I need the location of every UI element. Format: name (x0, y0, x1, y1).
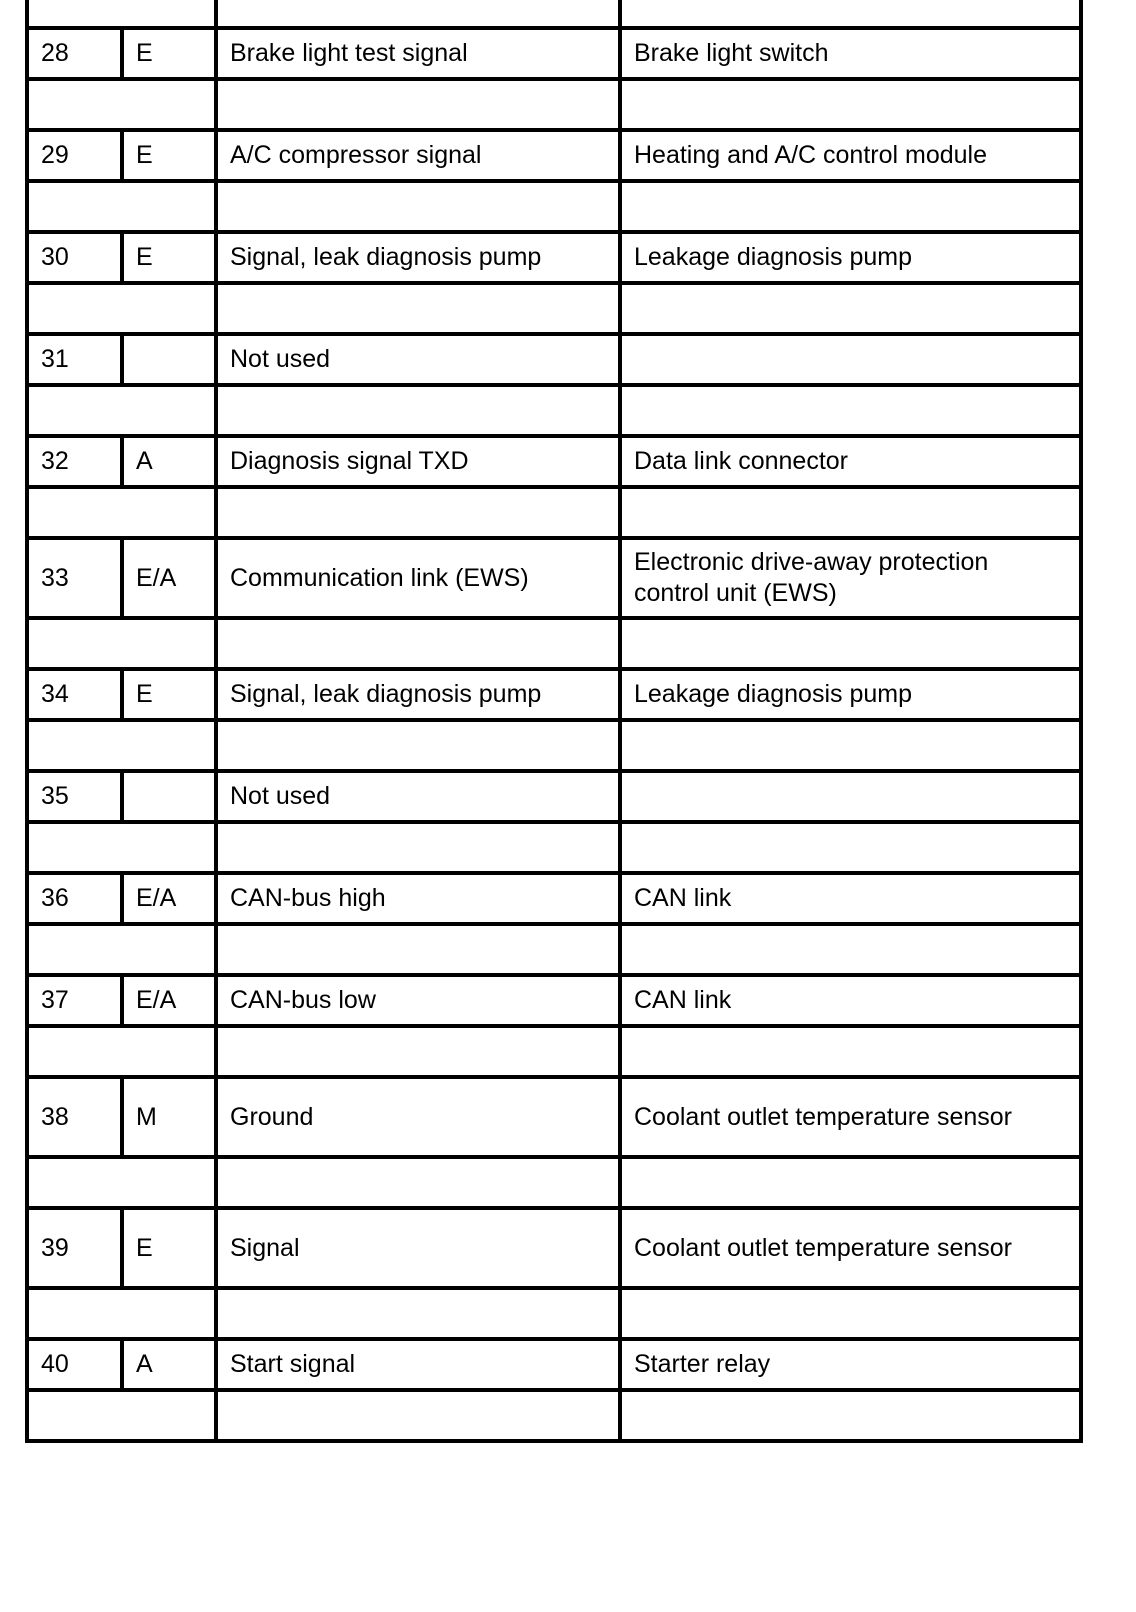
signal-type: E (136, 141, 153, 169)
spacer-cell (216, 0, 620, 28)
spacer-cell (216, 487, 620, 538)
table-row (27, 538, 1081, 618)
function-cell (216, 975, 620, 1026)
table-row (27, 1077, 1081, 1157)
pin-number: 37 (41, 986, 69, 1014)
connection-text: CAN link (634, 986, 732, 1014)
pin-number: 34 (41, 680, 69, 708)
function-text: Signal (230, 1233, 300, 1262)
spacer-cell (27, 1288, 216, 1339)
pin-number: 39 (41, 1233, 69, 1262)
spacer-cell (216, 1288, 620, 1339)
signal-type-cell (122, 334, 216, 385)
spacer-row (27, 283, 1081, 334)
signal-type-cell (122, 975, 216, 1026)
function-cell (216, 1339, 620, 1390)
spacer-cell (27, 1390, 216, 1441)
spacer-cell (620, 720, 1081, 771)
spacer-row (27, 1390, 1081, 1441)
table-row (27, 436, 1081, 487)
pin-number-cell (27, 130, 122, 181)
spacer-cell (620, 924, 1081, 975)
spacer-cell (27, 283, 216, 334)
spacer-row (27, 618, 1081, 669)
spacer-cell (27, 618, 216, 669)
spacer-cell (620, 283, 1081, 334)
connection-cell (620, 232, 1081, 283)
table-row (27, 130, 1081, 181)
spacer-cell (216, 1026, 620, 1077)
spacer-row (27, 1288, 1081, 1339)
pin-number: 28 (41, 39, 69, 67)
function-text: Diagnosis signal TXD (230, 447, 469, 475)
signal-type-cell (122, 1339, 216, 1390)
function-text: CAN-bus high (230, 884, 386, 912)
spacer-cell (216, 283, 620, 334)
connection-cell (620, 436, 1081, 487)
spacer-cell (27, 1157, 216, 1208)
function-text: A/C compressor signal (230, 141, 482, 169)
pin-number-cell (27, 1339, 122, 1390)
spacer-cell (216, 79, 620, 130)
table-row (27, 975, 1081, 1026)
spacer-cell (216, 822, 620, 873)
connection-cell (620, 771, 1081, 822)
table-row (27, 873, 1081, 924)
spacer-cell (620, 487, 1081, 538)
pin-number-cell (27, 669, 122, 720)
function-text: Communication link (EWS) (230, 563, 529, 592)
pin-number-cell (27, 1077, 122, 1157)
function-cell (216, 436, 620, 487)
connection-text: Coolant outlet temperature sensor (634, 1233, 1012, 1262)
table-row (27, 771, 1081, 822)
spacer-row (27, 1157, 1081, 1208)
connection-text: CAN link (634, 884, 732, 912)
table-row (27, 232, 1081, 283)
connection-text: Coolant outlet temperature sensor (634, 1102, 1012, 1131)
pin-number-cell (27, 538, 122, 618)
spacer-cell (620, 1390, 1081, 1441)
spacer-cell (216, 1157, 620, 1208)
pin-number: 33 (41, 563, 69, 592)
connection-cell (620, 1208, 1081, 1288)
function-text: Ground (230, 1102, 314, 1131)
spacer-cell (620, 1026, 1081, 1077)
pin-number-cell (27, 28, 122, 79)
function-cell (216, 232, 620, 283)
table-row (27, 334, 1081, 385)
signal-type-cell (122, 436, 216, 487)
spacer-cell (620, 385, 1081, 436)
connection-cell (620, 873, 1081, 924)
connection-cell (620, 669, 1081, 720)
connection-text: Starter relay (634, 1350, 771, 1378)
function-cell (216, 28, 620, 79)
signal-type-cell (122, 538, 216, 618)
spacer-cell (216, 1390, 620, 1441)
spacer-cell (27, 385, 216, 436)
function-text: CAN-bus low (230, 986, 376, 1014)
signal-type: E/A (136, 986, 177, 1014)
spacer-cell (27, 181, 216, 232)
pin-number: 32 (41, 447, 69, 475)
connection-cell (620, 334, 1081, 385)
connection-text: Heating and A/C control module (634, 141, 987, 169)
connection-text: Brake light switch (634, 39, 829, 67)
function-cell (216, 538, 620, 618)
signal-type: M (136, 1102, 157, 1131)
spacer-cell (216, 181, 620, 232)
function-cell (216, 334, 620, 385)
spacer-row (27, 822, 1081, 873)
pin-number: 35 (41, 782, 69, 810)
signal-type: E (136, 243, 153, 271)
spacer-cell (620, 1157, 1081, 1208)
signal-type-cell (122, 28, 216, 79)
pin-number: 36 (41, 884, 69, 912)
function-cell (216, 771, 620, 822)
spacer-cell (620, 1288, 1081, 1339)
spacer-row (27, 79, 1081, 130)
spacer-cell (27, 822, 216, 873)
spacer-row (27, 0, 1081, 28)
connection-cell (620, 538, 1081, 618)
spacer-row (27, 385, 1081, 436)
pin-number-cell (27, 232, 122, 283)
connection-text: Leakage diagnosis pump (634, 680, 912, 708)
function-cell (216, 873, 620, 924)
connection-text: Leakage diagnosis pump (634, 243, 912, 271)
spacer-row (27, 1026, 1081, 1077)
spacer-cell (620, 618, 1081, 669)
function-text: Signal, leak diagnosis pump (230, 680, 542, 708)
signal-type: E (136, 680, 153, 708)
connection-text: Electronic drive-away protection control unit (EWS) (634, 548, 989, 607)
spacer-cell (27, 0, 216, 28)
pin-number-cell (27, 975, 122, 1026)
pin-number: 40 (41, 1350, 69, 1378)
connection-cell (620, 1339, 1081, 1390)
connection-cell (620, 1077, 1081, 1157)
signal-type: E/A (136, 884, 177, 912)
spacer-cell (216, 924, 620, 975)
spacer-row (27, 181, 1081, 232)
spacer-row (27, 720, 1081, 771)
pin-assignment-table (25, 0, 1083, 1443)
pin-number: 31 (41, 345, 69, 373)
table-row (27, 669, 1081, 720)
pin-number: 29 (41, 141, 69, 169)
signal-type-cell (122, 232, 216, 283)
spacer-cell (27, 924, 216, 975)
signal-type: A (136, 447, 153, 475)
signal-type: E/A (136, 563, 177, 592)
signal-type: E (136, 1233, 153, 1262)
signal-type-cell (122, 873, 216, 924)
spacer-cell (620, 181, 1081, 232)
function-cell (216, 130, 620, 181)
pin-number-cell (27, 436, 122, 487)
pin-number-cell (27, 873, 122, 924)
function-text: Not used (230, 345, 331, 373)
spacer-row (27, 487, 1081, 538)
function-text: Signal, leak diagnosis pump (230, 243, 542, 271)
spacer-cell (620, 79, 1081, 130)
spacer-cell (27, 487, 216, 538)
signal-type: A (136, 1350, 153, 1378)
table-row (27, 1208, 1081, 1288)
function-cell (216, 1208, 620, 1288)
spacer-cell (27, 720, 216, 771)
table-row (27, 28, 1081, 79)
function-text: Not used (230, 782, 331, 810)
pin-number: 38 (41, 1102, 69, 1131)
signal-type-cell (122, 771, 216, 822)
signal-type-cell (122, 1208, 216, 1288)
spacer-cell (27, 79, 216, 130)
connection-text: Data link connector (634, 447, 849, 475)
connection-cell (620, 28, 1081, 79)
signal-type-cell (122, 130, 216, 181)
function-text: Brake light test signal (230, 39, 468, 67)
function-cell (216, 669, 620, 720)
function-cell (216, 1077, 620, 1157)
signal-type-cell (122, 1077, 216, 1157)
signal-type: E (136, 39, 153, 67)
pin-number-cell (27, 334, 122, 385)
table-body (27, 0, 1081, 1441)
spacer-cell (216, 720, 620, 771)
spacer-cell (620, 822, 1081, 873)
pin-number-cell (27, 1208, 122, 1288)
pin-number: 30 (41, 243, 69, 271)
function-text: Start signal (230, 1350, 356, 1378)
pin-number-cell (27, 771, 122, 822)
spacer-cell (620, 0, 1081, 28)
spacer-cell (216, 618, 620, 669)
spacer-row (27, 924, 1081, 975)
table-row (27, 1339, 1081, 1390)
spacer-cell (216, 385, 620, 436)
connection-cell (620, 130, 1081, 181)
spacer-cell (27, 1026, 216, 1077)
connection-cell (620, 975, 1081, 1026)
signal-type-cell (122, 669, 216, 720)
